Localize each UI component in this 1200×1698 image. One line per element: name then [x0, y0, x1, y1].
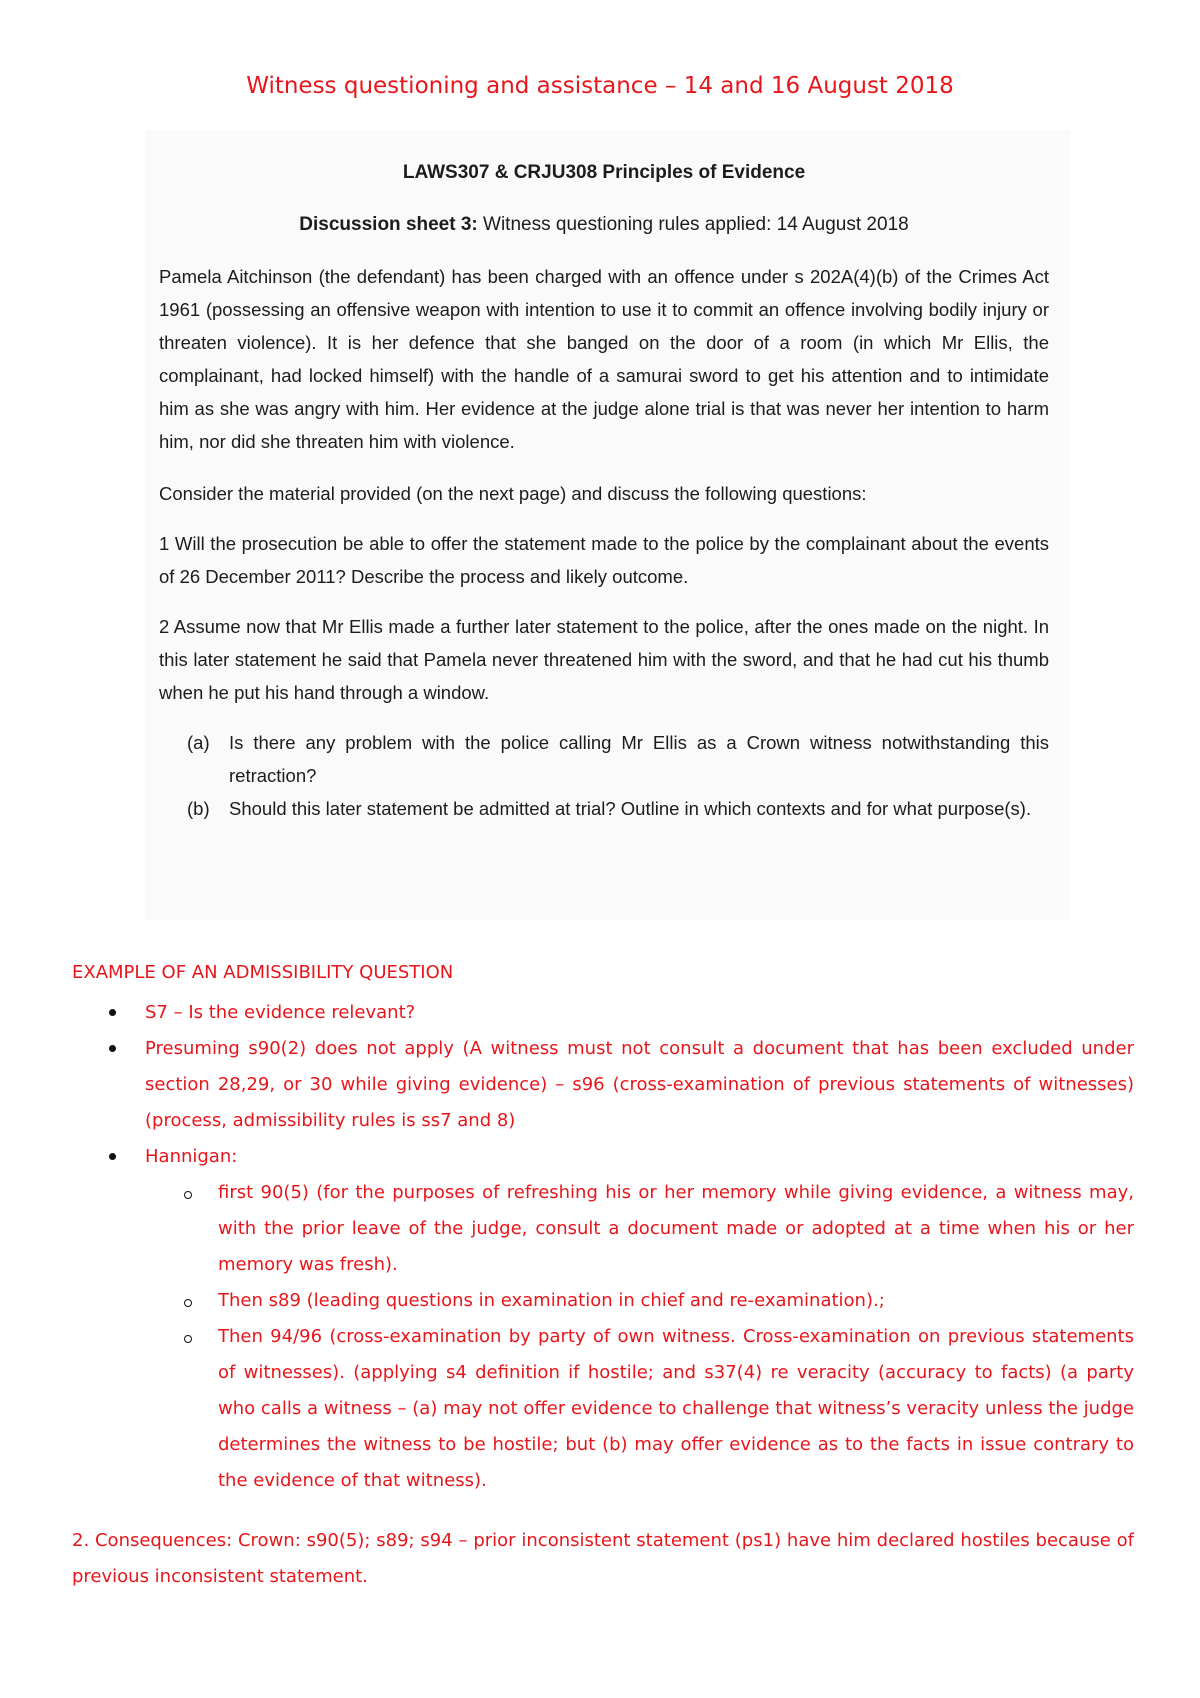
circle-bullet-icon: [184, 1335, 192, 1343]
question-2-parts: [159, 726, 1049, 825]
question-2: 2 Assume now that Mr Ellis made a further later statement to the police, after the ones made on the night. In this later statement he said that Pamela never threatened him with the sword, and that he had cut his thumb when he put his hand through a window.: [159, 616, 1049, 703]
bullet-item: [72, 1139, 1134, 1499]
bullet-item: [72, 995, 1134, 1031]
sub-bullet-text: Then 94/96 (cross-examination by party of own witness. Cross-examination on previous statements of witnesses). (applying s4 definition if hostile; and s37(4) re veracity (accuracy to facts) (a party who calls a witness – (a) may not offer evidence to challenge that witness’s veracity unless the judge determines the witness to be hostile; but (b) may offer evidence as to the facts in issue contrary to the evidence of that witness).: [218, 1326, 1134, 1491]
hannigan-sub-list: [145, 1175, 1134, 1499]
question-2-part-a: [159, 726, 1049, 792]
consequences-paragraph: 2. Consequences: Crown: s90(5); s89; s94 – prior inconsistent statement (ps1) have him declared hostiles because of previous inconsistent statement.: [72, 1530, 1134, 1587]
part-text: Is there any problem with the police calling Mr Ellis as a Crown witness notwithstanding this retraction?: [229, 732, 1049, 786]
page-title: Witness questioning and assistance – 14 and 16 August 2018: [246, 73, 954, 99]
part-text: Should this later statement be admitted at trial? Outline in which contexts and for what purpose(s).: [229, 798, 1032, 819]
sub-bullet-item: [72, 1319, 1134, 1499]
notes-heading: EXAMPLE OF AN ADMISSIBILITY QUESTION: [72, 962, 454, 983]
question-2-part-b: [159, 792, 1049, 825]
sub-bullet-text: first 90(5) (for the purposes of refreshing his or her memory while giving evidence, a witness may, with the prior leave of the judge, consult a document made or adopted at a time when his or her memory was fresh).: [218, 1182, 1134, 1275]
part-marker: (a): [187, 732, 210, 753]
bullet-text: S7 – Is the evidence relevant?: [145, 1002, 416, 1023]
notes-bullet-list: [72, 995, 1134, 1499]
bullet-icon: [109, 1153, 116, 1160]
bullet-item: [72, 1031, 1134, 1139]
discussion-sheet-content: [159, 160, 1049, 825]
case-facts-paragraph: Pamela Aitchinson (the defendant) has been charged with an offence under s 202A(4)(b) of the Crimes Act 1961 (possessing an offensive weapon with intention to use it to commit an offence involving bodily injury or threaten violence). It is her defence that she banged on the door of a room (in which Mr Ellis, the complainant, had locked himself) with the handle of a samurai sword to get his attention and to intimidate him as she was angry with him. Her evidence at the judge alone trial is that was never her intention to harm him, nor did she threaten him with violence.: [159, 266, 1049, 452]
admissibility-notes: [72, 955, 1134, 1613]
course-title: LAWS307 & CRJU308 Principles of Evidence: [402, 162, 806, 183]
sub-bullet-text: Then s89 (leading questions in examination in chief and re-examination).;: [218, 1290, 885, 1311]
discussion-sheet-image: [145, 130, 1070, 920]
bullet-text: Hannigan:: [145, 1146, 238, 1167]
instruction-paragraph: Consider the material provided (on the next page) and discuss the following questions:: [159, 483, 867, 504]
sub-bullet-item: [72, 1175, 1134, 1283]
sub-bullet-item: [72, 1283, 1134, 1319]
discussion-heading: [159, 212, 1049, 238]
question-1: 1 Will the prosecution be able to offer the statement made to the police by the complainant about the events of 26 December 2011? Describe the process and likely outcome.: [159, 533, 1049, 587]
discussion-label: Discussion sheet 3:: [299, 214, 478, 235]
circle-bullet-icon: [184, 1191, 192, 1199]
bullet-text: Presuming s90(2) does not apply (A witness must not consult a document that has been excluded under section 28,29, or 30 while giving evidence) – s96 (cross-examination of previous statements of witnesses)(process, admissibility rules is ss7 and 8): [145, 1038, 1134, 1131]
part-marker: (b): [187, 798, 210, 819]
circle-bullet-icon: [184, 1299, 192, 1307]
bullet-icon: [109, 1045, 116, 1052]
bullet-icon: [109, 1009, 116, 1016]
discussion-subtitle: Witness questioning rules applied: 14 August 2018: [477, 214, 909, 235]
